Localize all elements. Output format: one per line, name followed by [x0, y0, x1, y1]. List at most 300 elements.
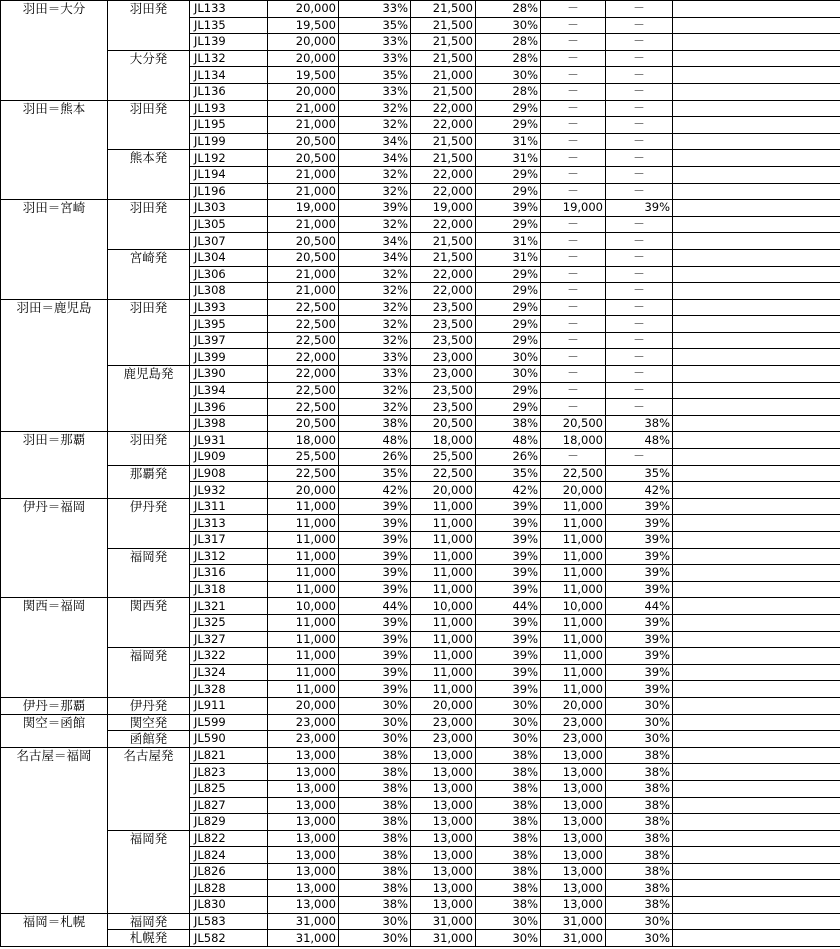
route-cell: 関空＝函館 [1, 714, 108, 747]
discount-cell: 39% [339, 498, 411, 515]
fare-cell: 11,000 [411, 498, 476, 515]
fare-cell: 11,000 [411, 664, 476, 681]
discount-cell: 39% [606, 614, 673, 631]
discount-cell: 32% [339, 299, 411, 316]
empty-cell [673, 465, 840, 482]
fare-cell: 13,000 [268, 863, 339, 880]
discount-cell: 30% [476, 714, 541, 731]
discount-cell: 39% [606, 548, 673, 565]
flight-number-cell: JL932 [190, 482, 268, 499]
table-row [1, 930, 840, 947]
direction-cell: 函館発 [108, 731, 190, 748]
fare-cell: 23,500 [411, 382, 476, 399]
fare-cell: 11,000 [411, 532, 476, 549]
fare-cell: 20,500 [268, 415, 339, 432]
fare-cell: 21,000 [268, 266, 339, 283]
discount-cell: － [606, 366, 673, 383]
fare-cell: 13,000 [541, 747, 606, 764]
discount-cell: 34% [339, 133, 411, 150]
discount-cell: 38% [476, 897, 541, 914]
flight-number-cell: JL321 [190, 598, 268, 615]
direction-cell: 福岡発 [108, 648, 190, 698]
discount-cell: 48% [606, 432, 673, 449]
discount-cell: 30% [606, 731, 673, 748]
direction-cell: 伊丹発 [108, 697, 190, 714]
discount-cell: 32% [339, 266, 411, 283]
empty-cell [673, 731, 840, 748]
empty-cell [673, 150, 840, 167]
empty-cell [673, 565, 840, 582]
fare-cell: 10,000 [541, 598, 606, 615]
direction-cell: 福岡発 [108, 830, 190, 913]
discount-cell: 33% [339, 366, 411, 383]
empty-cell [673, 498, 840, 515]
fare-cell: 21,500 [411, 50, 476, 67]
direction-cell: 札幌発 [108, 930, 190, 947]
table-row [1, 432, 840, 449]
flight-number-cell: JL821 [190, 747, 268, 764]
discount-cell: 32% [339, 117, 411, 134]
fare-cell: 13,000 [541, 797, 606, 814]
flight-number-cell: JL327 [190, 631, 268, 648]
fare-cell: 21,000 [268, 283, 339, 300]
fare-cell: 18,000 [268, 432, 339, 449]
empty-cell [673, 847, 840, 864]
flight-number-cell: JL322 [190, 648, 268, 665]
fare-cell: － [541, 332, 606, 349]
empty-cell [673, 780, 840, 797]
discount-cell: 38% [476, 764, 541, 781]
fare-cell: 11,000 [268, 681, 339, 698]
fare-cell: 21,500 [411, 17, 476, 34]
discount-cell: 32% [339, 316, 411, 333]
discount-cell: － [606, 17, 673, 34]
fare-cell: 21,000 [268, 117, 339, 134]
direction-cell: 那覇発 [108, 465, 190, 498]
discount-cell: 39% [606, 648, 673, 665]
discount-cell: 38% [476, 415, 541, 432]
empty-cell [673, 863, 840, 880]
discount-cell: 39% [476, 532, 541, 549]
discount-cell: 33% [339, 349, 411, 366]
empty-cell [673, 200, 840, 217]
fare-cell: 22,000 [411, 117, 476, 134]
fare-cell: － [541, 399, 606, 416]
fare-cell: 21,500 [411, 249, 476, 266]
empty-cell [673, 299, 840, 316]
fare-cell: 13,000 [541, 814, 606, 831]
empty-cell [673, 449, 840, 466]
fare-cell: 21,500 [411, 150, 476, 167]
discount-cell: 29% [476, 117, 541, 134]
flight-number-cell: JL193 [190, 100, 268, 117]
flight-number-cell: JL828 [190, 880, 268, 897]
fare-cell: 13,000 [268, 847, 339, 864]
discount-cell: 32% [339, 332, 411, 349]
empty-cell [673, 598, 840, 615]
fare-cell: 23,000 [268, 714, 339, 731]
discount-cell: － [606, 133, 673, 150]
discount-cell: 29% [476, 332, 541, 349]
fare-cell: 20,500 [268, 249, 339, 266]
discount-cell: 32% [339, 216, 411, 233]
fare-cell: 23,000 [411, 731, 476, 748]
discount-cell: － [606, 316, 673, 333]
fare-cell: 13,000 [411, 814, 476, 831]
discount-cell: 31% [476, 150, 541, 167]
empty-cell [673, 581, 840, 598]
flight-number-cell: JL325 [190, 614, 268, 631]
fare-cell: － [541, 233, 606, 250]
flight-number-cell: JL393 [190, 299, 268, 316]
discount-cell: 39% [606, 565, 673, 582]
fare-cell: 10,000 [411, 598, 476, 615]
route-cell: 伊丹＝福岡 [1, 498, 108, 598]
discount-cell: 38% [476, 780, 541, 797]
flight-number-cell: JL195 [190, 117, 268, 134]
discount-cell: 38% [606, 797, 673, 814]
discount-cell: 39% [339, 548, 411, 565]
fare-cell: 19,000 [541, 200, 606, 217]
fare-cell: 21,500 [411, 83, 476, 100]
empty-cell [673, 432, 840, 449]
discount-cell: 39% [606, 681, 673, 698]
discount-cell: 38% [476, 830, 541, 847]
fare-cell: 22,000 [268, 349, 339, 366]
empty-cell [673, 648, 840, 665]
discount-cell: 29% [476, 100, 541, 117]
empty-cell [673, 830, 840, 847]
flight-number-cell: JL829 [190, 814, 268, 831]
discount-cell: － [606, 67, 673, 84]
discount-cell: 38% [606, 747, 673, 764]
discount-cell: 38% [339, 797, 411, 814]
fare-cell: 21,000 [268, 100, 339, 117]
table-row [1, 731, 840, 748]
discount-cell: 29% [476, 183, 541, 200]
table-row [1, 299, 840, 316]
empty-cell [673, 316, 840, 333]
discount-cell: － [606, 83, 673, 100]
empty-cell [673, 482, 840, 499]
fare-cell: 13,000 [541, 780, 606, 797]
route-cell: 関西＝福岡 [1, 598, 108, 698]
table-row [1, 249, 840, 266]
flight-number-cell: JL397 [190, 332, 268, 349]
empty-cell [673, 50, 840, 67]
empty-cell [673, 216, 840, 233]
fare-cell: － [541, 382, 606, 399]
fare-cell: 19,500 [268, 67, 339, 84]
fare-cell: 20,500 [541, 415, 606, 432]
discount-cell: 34% [339, 233, 411, 250]
discount-cell: － [606, 332, 673, 349]
table-row [1, 1, 840, 18]
table-row [1, 747, 840, 764]
empty-cell [673, 17, 840, 34]
fare-cell: 23,000 [541, 731, 606, 748]
fare-cell: － [541, 166, 606, 183]
discount-cell: 32% [339, 283, 411, 300]
table-row [1, 50, 840, 67]
discount-cell: 44% [606, 598, 673, 615]
fare-cell: 20,000 [268, 83, 339, 100]
fare-cell: 31,000 [541, 913, 606, 930]
fare-cell: － [541, 216, 606, 233]
empty-cell [673, 249, 840, 266]
flight-number-cell: JL824 [190, 847, 268, 864]
fare-cell: 13,000 [411, 880, 476, 897]
fare-cell: 13,000 [541, 880, 606, 897]
route-cell: 羽田＝那覇 [1, 432, 108, 498]
discount-cell: 39% [476, 498, 541, 515]
fare-cell: 13,000 [541, 847, 606, 864]
fare-cell: 20,000 [268, 50, 339, 67]
fare-cell: － [541, 1, 606, 18]
table-row [1, 598, 840, 615]
table-row [1, 366, 840, 383]
discount-cell: － [606, 266, 673, 283]
fare-cell: 11,000 [268, 581, 339, 598]
flight-number-cell: JL908 [190, 465, 268, 482]
direction-cell: 鹿児島発 [108, 366, 190, 432]
fare-cell: 13,000 [411, 847, 476, 864]
fare-cell: 20,000 [268, 1, 339, 18]
fare-cell: 22,000 [411, 100, 476, 117]
fare-cell: － [541, 50, 606, 67]
discount-cell: 35% [476, 465, 541, 482]
flight-number-cell: JL199 [190, 133, 268, 150]
fare-table-body [1, 1, 840, 947]
discount-cell: 38% [606, 863, 673, 880]
discount-cell: － [606, 216, 673, 233]
fare-cell: － [541, 34, 606, 51]
fare-cell: 11,000 [268, 614, 339, 631]
flight-number-cell: JL324 [190, 664, 268, 681]
table-row [1, 465, 840, 482]
discount-cell: 30% [476, 67, 541, 84]
empty-cell [673, 183, 840, 200]
empty-cell [673, 515, 840, 532]
fare-cell: － [541, 150, 606, 167]
discount-cell: 39% [606, 532, 673, 549]
discount-cell: － [606, 100, 673, 117]
discount-cell: 30% [476, 930, 541, 947]
fare-cell: 11,000 [411, 648, 476, 665]
fare-cell: － [541, 249, 606, 266]
direction-cell: 羽田発 [108, 432, 190, 465]
flight-number-cell: JL134 [190, 67, 268, 84]
flight-number-cell: JL911 [190, 697, 268, 714]
discount-cell: 26% [339, 449, 411, 466]
direction-cell: 伊丹発 [108, 498, 190, 548]
empty-cell [673, 913, 840, 930]
flight-number-cell: JL194 [190, 166, 268, 183]
flight-number-cell: JL830 [190, 897, 268, 914]
discount-cell: 39% [476, 581, 541, 598]
table-row [1, 830, 840, 847]
fare-cell: 11,000 [541, 548, 606, 565]
flight-number-cell: JL399 [190, 349, 268, 366]
fare-cell: 22,000 [411, 183, 476, 200]
discount-cell: 29% [476, 299, 541, 316]
empty-cell [673, 349, 840, 366]
empty-cell [673, 814, 840, 831]
discount-cell: － [606, 233, 673, 250]
fare-cell: 25,500 [268, 449, 339, 466]
route-cell: 羽田＝熊本 [1, 100, 108, 200]
discount-cell: 38% [339, 863, 411, 880]
fare-cell: 22,000 [411, 216, 476, 233]
fare-cell: － [541, 283, 606, 300]
empty-cell [673, 614, 840, 631]
fare-cell: 11,000 [268, 565, 339, 582]
fare-cell: 23,000 [411, 366, 476, 383]
discount-cell: 38% [339, 897, 411, 914]
discount-cell: 30% [606, 930, 673, 947]
discount-cell: 26% [476, 449, 541, 466]
discount-cell: 28% [476, 50, 541, 67]
flight-number-cell: JL328 [190, 681, 268, 698]
discount-cell: 30% [476, 731, 541, 748]
fare-cell: 23,500 [411, 299, 476, 316]
flight-number-cell: JL398 [190, 415, 268, 432]
discount-cell: 30% [339, 930, 411, 947]
table-row [1, 100, 840, 117]
empty-cell [673, 233, 840, 250]
discount-cell: 30% [476, 913, 541, 930]
discount-cell: 38% [606, 847, 673, 864]
direction-cell: 羽田発 [108, 1, 190, 51]
empty-cell [673, 100, 840, 117]
fare-cell: 11,000 [268, 648, 339, 665]
fare-cell: 13,000 [411, 830, 476, 847]
discount-cell: － [606, 1, 673, 18]
flight-number-cell: JL304 [190, 249, 268, 266]
discount-cell: 38% [476, 747, 541, 764]
fare-cell: 31,000 [268, 913, 339, 930]
fare-cell: 11,000 [411, 515, 476, 532]
discount-cell: 33% [339, 34, 411, 51]
discount-cell: 44% [339, 598, 411, 615]
direction-cell: 名古屋発 [108, 747, 190, 830]
fare-cell: 19,000 [411, 200, 476, 217]
empty-cell [673, 764, 840, 781]
discount-cell: 39% [339, 200, 411, 217]
flight-number-cell: JL394 [190, 382, 268, 399]
empty-cell [673, 681, 840, 698]
empty-cell [673, 697, 840, 714]
fare-cell: 22,000 [268, 366, 339, 383]
empty-cell [673, 117, 840, 134]
fare-cell: 11,000 [541, 664, 606, 681]
discount-cell: 32% [339, 183, 411, 200]
flight-number-cell: JL396 [190, 399, 268, 416]
fare-cell: 31,000 [411, 913, 476, 930]
empty-cell [673, 714, 840, 731]
discount-cell: 34% [339, 150, 411, 167]
empty-cell [673, 399, 840, 416]
empty-cell [673, 548, 840, 565]
fare-cell: 13,000 [268, 764, 339, 781]
fare-cell: 21,000 [268, 216, 339, 233]
fare-cell: 11,000 [541, 515, 606, 532]
table-row [1, 714, 840, 731]
discount-cell: 48% [476, 432, 541, 449]
empty-cell [673, 366, 840, 383]
table-row [1, 697, 840, 714]
discount-cell: 39% [606, 664, 673, 681]
fare-cell: 18,000 [411, 432, 476, 449]
fare-cell: 23,500 [411, 332, 476, 349]
discount-cell: － [606, 399, 673, 416]
fare-cell: － [541, 67, 606, 84]
fare-cell: 23,000 [411, 349, 476, 366]
discount-cell: 38% [606, 897, 673, 914]
empty-cell [673, 133, 840, 150]
fare-cell: 11,000 [541, 532, 606, 549]
fare-cell: 11,000 [411, 581, 476, 598]
discount-cell: 29% [476, 283, 541, 300]
discount-cell: 30% [476, 17, 541, 34]
fare-cell: 13,000 [411, 780, 476, 797]
fare-cell: 11,000 [268, 498, 339, 515]
fare-cell: 31,000 [268, 930, 339, 947]
discount-cell: 39% [476, 681, 541, 698]
discount-cell: 32% [339, 166, 411, 183]
fare-cell: 22,500 [268, 382, 339, 399]
empty-cell [673, 266, 840, 283]
route-cell: 羽田＝大分 [1, 1, 108, 101]
fare-cell: 23,000 [541, 714, 606, 731]
table-row [1, 200, 840, 217]
discount-cell: 30% [339, 731, 411, 748]
discount-cell: － [606, 349, 673, 366]
route-cell: 羽田＝鹿児島 [1, 299, 108, 432]
fare-cell: 21,500 [411, 34, 476, 51]
discount-cell: 44% [476, 598, 541, 615]
discount-cell: 38% [476, 847, 541, 864]
empty-cell [673, 1, 840, 18]
fare-cell: 22,000 [411, 283, 476, 300]
discount-cell: 28% [476, 1, 541, 18]
table-row [1, 913, 840, 930]
table-row [1, 548, 840, 565]
discount-cell: 38% [606, 814, 673, 831]
discount-cell: 35% [339, 67, 411, 84]
flight-number-cell: JL583 [190, 913, 268, 930]
discount-cell: 28% [476, 34, 541, 51]
fare-cell: 13,000 [268, 780, 339, 797]
discount-cell: － [606, 283, 673, 300]
discount-cell: － [606, 449, 673, 466]
fare-cell: 11,000 [411, 548, 476, 565]
fare-cell: 22,500 [268, 399, 339, 416]
discount-cell: 39% [339, 631, 411, 648]
discount-cell: 39% [339, 648, 411, 665]
fare-cell: 21,500 [411, 1, 476, 18]
flight-number-cell: JL136 [190, 83, 268, 100]
discount-cell: 32% [339, 382, 411, 399]
discount-cell: 30% [606, 714, 673, 731]
flight-number-cell: JL827 [190, 797, 268, 814]
discount-cell: 32% [339, 100, 411, 117]
discount-cell: 39% [339, 532, 411, 549]
fare-cell: 23,000 [268, 731, 339, 748]
flight-number-cell: JL909 [190, 449, 268, 466]
discount-cell: 42% [339, 482, 411, 499]
route-cell: 伊丹＝那覇 [1, 697, 108, 714]
